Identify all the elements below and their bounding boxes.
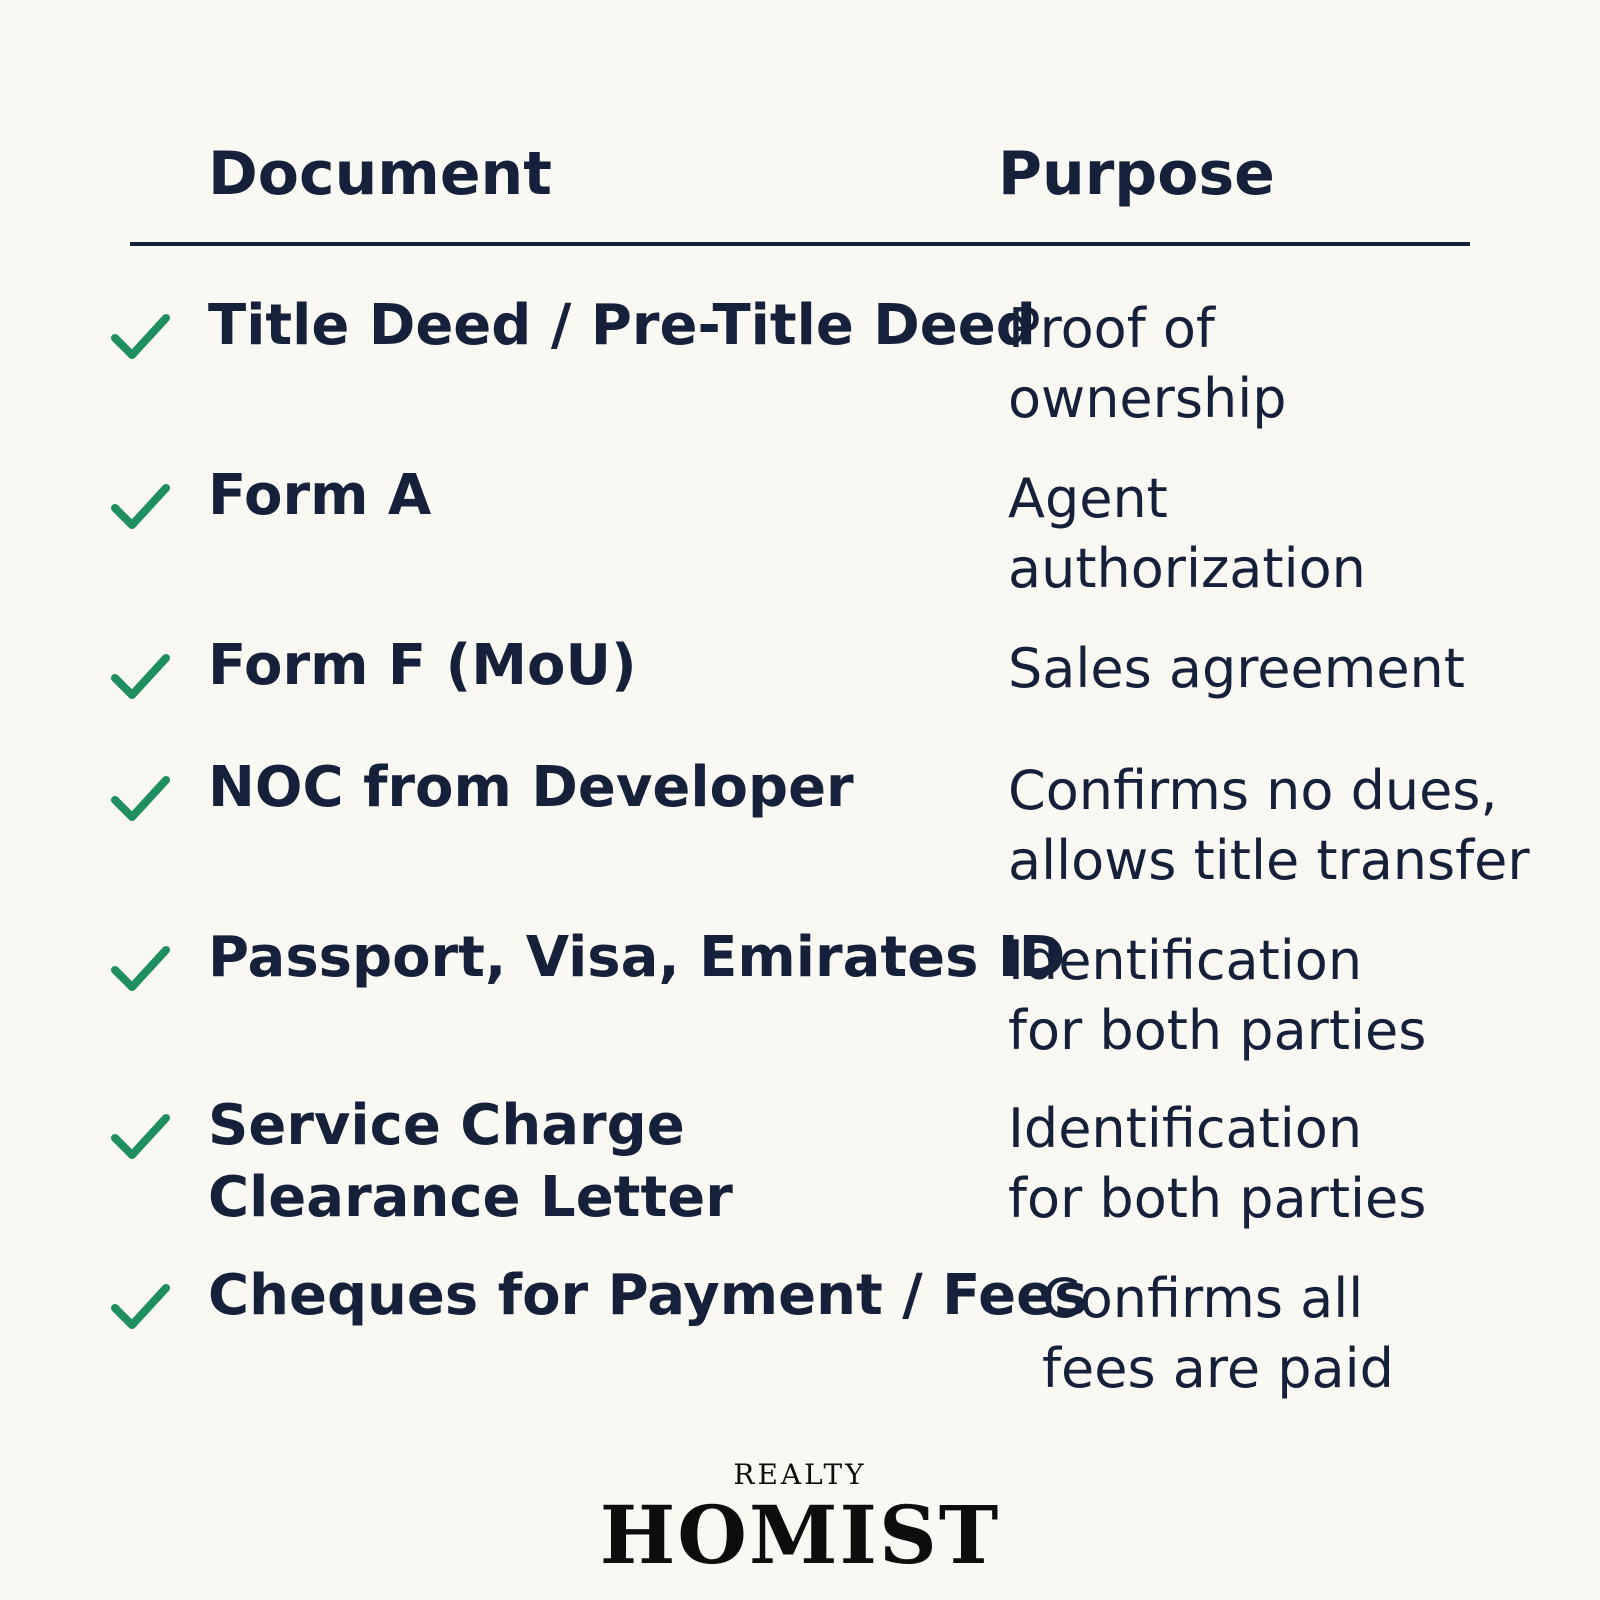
document-name: Cheques for Payment / Fees — [208, 1263, 1088, 1328]
check-icon — [110, 310, 172, 362]
check-icon — [110, 942, 172, 994]
document-name: Passport, Visa, Emirates ID — [208, 925, 1066, 990]
document-name: Form F (MoU) — [208, 633, 637, 698]
header-divider — [130, 242, 1470, 246]
logo-homist: HOMIST — [599, 1488, 1001, 1582]
document-purpose: Agent authorization — [1008, 467, 1366, 600]
check-icon — [110, 772, 172, 824]
document-name: Form A — [208, 463, 432, 528]
document-name: Service Charge Clearance Letter — [208, 1093, 733, 1230]
check-icon — [110, 480, 172, 532]
check-icon — [110, 1280, 172, 1332]
document-purpose: Confirms all fees are paid — [1042, 1267, 1394, 1400]
header-purpose: Purpose — [998, 139, 1275, 209]
document-purpose: Confirms no dues, allows title transfer — [1008, 759, 1530, 892]
check-icon — [110, 1110, 172, 1162]
document-purpose: Sales agreement — [1008, 637, 1465, 700]
document-name: NOC from Developer — [208, 755, 854, 820]
document-name: Title Deed / Pre-Title Deed — [208, 293, 1036, 358]
header-document: Document — [208, 139, 552, 209]
document-purpose: Identification for both parties — [1008, 1097, 1427, 1230]
document-purpose: Identification for both parties — [1008, 929, 1427, 1062]
document-purpose: Proof of ownership — [1008, 297, 1287, 430]
logo-realty: REALTY — [733, 1458, 867, 1491]
check-icon — [110, 650, 172, 702]
